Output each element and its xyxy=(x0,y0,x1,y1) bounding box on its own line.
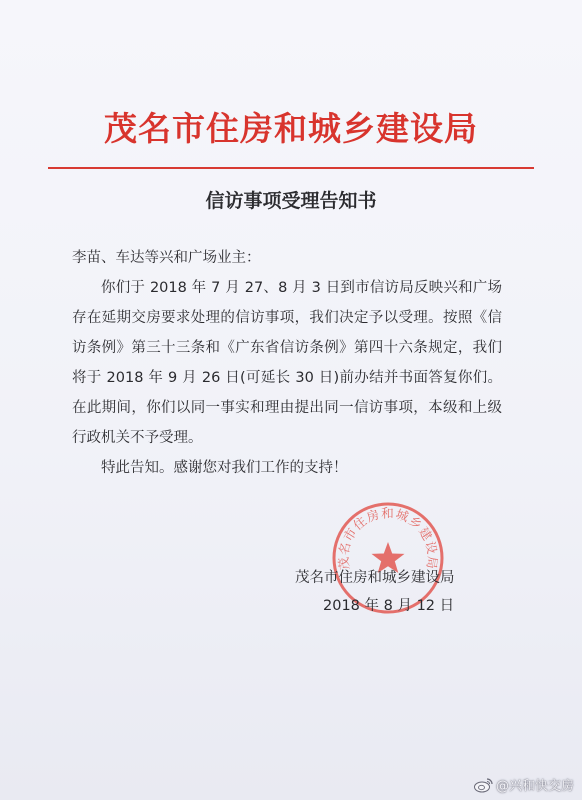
closing-line: 特此告知。感谢您对我们工作的支持！ xyxy=(101,460,348,476)
main-paragraph: 你们于 2018 年 7 月 27、8 月 3 日到市信访局反映兴和广场存在延期交房要求处理的信访事项，我们决定予以受理。按照《信访条例》第三十三条和《广东省信访条例》第四十六条规定，我们将于 2018 年 9 月 26 日(可延长 30 日)前办结并书面答复你们。在此期间，你们以同一事实和理由提出同一信访事项，本级和上级行政机关不予受理。 xyxy=(72,280,502,446)
weibo-icon xyxy=(473,777,493,793)
org-title: 茂名市住房和城乡建设局 xyxy=(104,109,478,148)
letter-body xyxy=(72,243,502,483)
salutation: 李苗、车达等兴和广场业主： xyxy=(72,250,261,266)
watermark xyxy=(473,775,574,794)
watermark-text: @兴和快交房 xyxy=(495,779,574,794)
signature-date: 2018 年 8 月 12 日 xyxy=(323,598,455,614)
doc-title: 信访事项受理告知书 xyxy=(205,190,377,212)
signature-org: 茂名市住房和城乡建设局 xyxy=(295,570,455,586)
seal-text: 茂名市住房和城乡建设局 xyxy=(335,505,441,571)
header-red-rule xyxy=(48,167,534,169)
